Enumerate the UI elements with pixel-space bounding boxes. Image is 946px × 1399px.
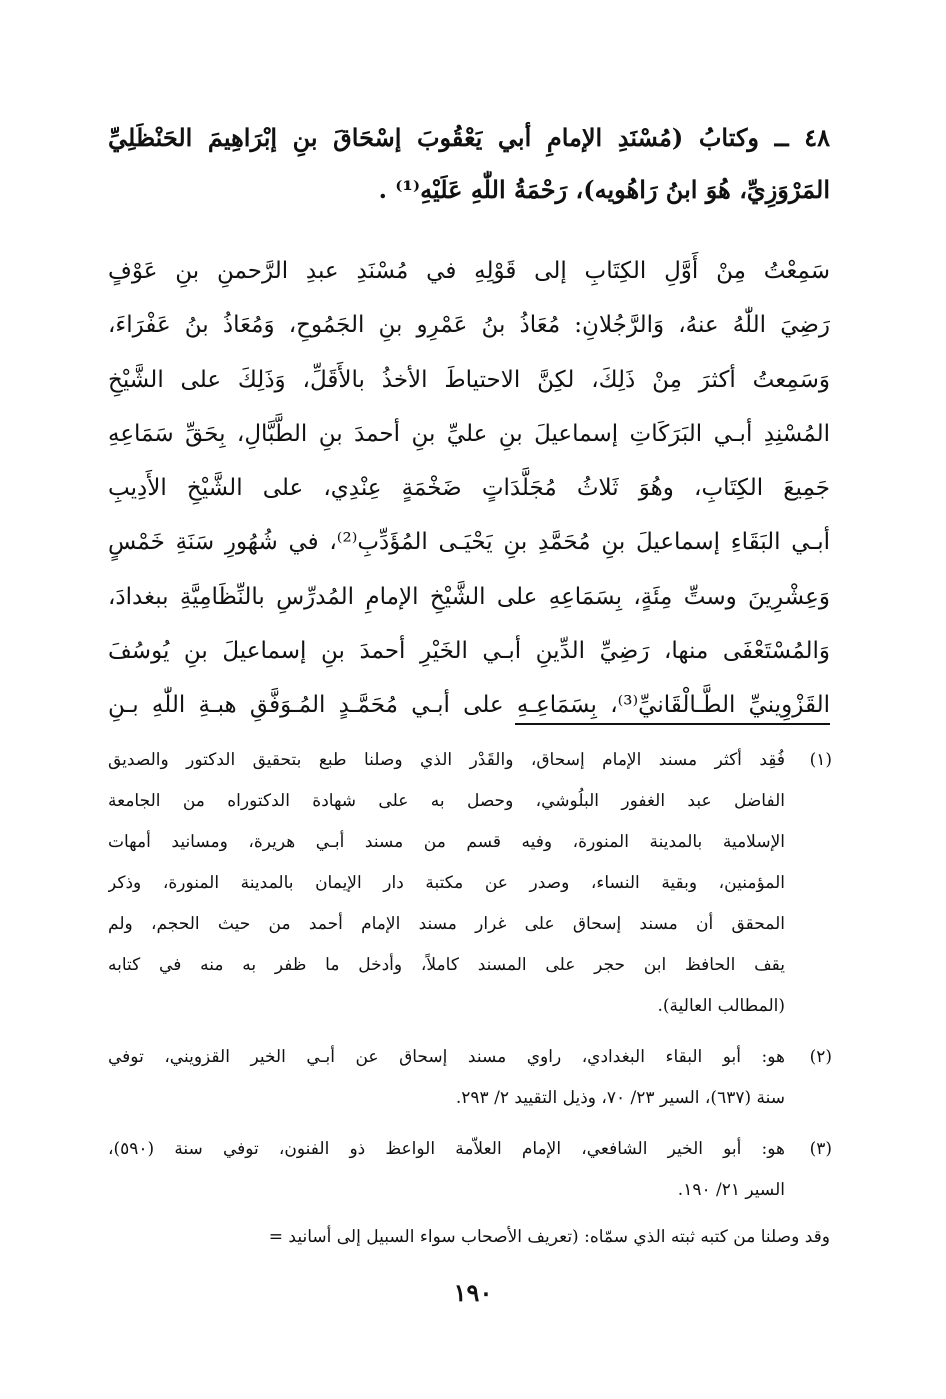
footnote-marker: (١): [809, 750, 832, 770]
footnote-line: المحقق أن مسند إسحاق على غرار مسند الإمام أحمد من حيث الحجم، ولم: [108, 914, 785, 934]
footnote-marker: (٣): [809, 1139, 832, 1159]
body-text: [108, 244, 830, 733]
body-line: وَعِشْرِينَ وستِّ مِئَةٍ، بِسَمَاعِهِ على الشَّيْخِ الإمامِ المُدرِّسِ بالنِّظَامِيَّةِ ببغدادَ،: [108, 583, 830, 610]
footnote-line: هو: أبو البقاء البغدادي، راوي مسند إسحاق عن أبـي الخير القزويني، توفي: [108, 1047, 785, 1067]
heading-line: المَرْوَزِيِّ، هُوَ ابنُ رَاهُويه)، رَحْمَةُ اللّٰهِ عَلَيْهِ⁽¹⁾ .: [378, 175, 830, 204]
footnote-line: سنة (٦٣٧)، السير ٢٣/ ٧٠، وذيل التقييد ٢/ ٢٩٣.: [455, 1088, 785, 1108]
body-line: أبـي البَقَاءِ إسماعيلَ بنِ مُحَمَّدِ بنِ يَحْيَـى المُؤَدِّبِ⁽²⁾، في شُهُورِ سَنَةِ خَمْسٍ: [108, 529, 830, 556]
body-line: جَمِيعَ الكِتَابِ، وهُوَ ثَلاثُ مُجَلَّدَاتٍ ضَخْمَةٍ عِنْدِي، على الشَّيْخِ الأَدِيبِ: [108, 475, 830, 502]
body-line: المُسْنِدِ أبـي البَرَكَاتِ إسماعيلَ بنِ عليِّ بنِ أحمدَ بنِ الطَّبَّالِ، بِحَقِّ سَمَاعِهِ: [108, 420, 830, 447]
body-line: وَالمُسْتَعْفَى منها، رَضِيِّ الدِّينِ أبـي الخَيْرِ أحمدَ بنِ إسماعيلَ بنِ يُوسُفَ: [108, 638, 830, 665]
continuation-line: وقد وصلنا من كتبه ثبته الذي سمّاه: (تعريف الأصحاب سواء السبيل إلى أسانيد =: [268, 1227, 830, 1247]
body-line: وَسَمِعتُ أكثرَ مِنْ ذَلِكَ، لكِنَّ الاحتياطَ الأخذُ بالأَقَلِّ، وَذَلِكَ على الشَّيْخِ: [108, 366, 830, 393]
footnote-line: (المطالب العالية).: [657, 996, 785, 1016]
footnote-line: السير ٢١/ ١٩٠.: [677, 1180, 785, 1200]
footnote-1: [108, 740, 830, 1027]
footnote-line: يقف الحافظ ابن حجر على المسند كاملاً، وأدخل ما ظفر به منه في كتابه: [108, 955, 785, 975]
footnote-2: [108, 1037, 830, 1119]
page-number: ١٩٠: [453, 1278, 493, 1307]
footnotes: [108, 740, 830, 1258]
footnote-line: فُقِد أكثر مسند الإمام إسحاق، والقَدْر الذي وصلنا طبع بتحقيق الدكتور والصديق: [108, 750, 785, 770]
body-line: رَضِيَ اللّٰهُ عنهُ، وَالرَّجُلانِ: مُعَاذُ بنُ عَمْرِو بنِ الجَمُوحِ، وَمُعَاذُ بنُ عَفْرَاءَ،: [108, 312, 830, 339]
footnote-line: الفاضل عبد الغفور البلُوشي، وحصل به على شهادة الدكتوراه من الجامعة: [108, 791, 785, 811]
footnote-line: المؤمنين، وبقية النساء، وصدر عن مكتبة دار الإيمان بالمدينة المنورة، وذكر: [108, 873, 785, 893]
footnote-3: [108, 1129, 830, 1211]
body-line: القَزْوِينيِّ الطَّـالْقَانيِّ⁽³⁾، بِسَمَاعِـهِ على أبـي مُحَمَّـدٍ المُـوَفَّقِ هبـةِ اللّٰهِ بـنِ: [108, 692, 830, 719]
entry-heading: [108, 112, 830, 216]
footnote-continuation: [108, 1217, 830, 1258]
heading-line: ٤٨ ــ وكتابُ (مُسْنَدِ الإمامِ أبي يَعْقُوبَ إسْحَاقَ بنِ إبْرَاهِيمَ الحَنْظَلِيِّ: [108, 123, 830, 152]
body-line: سَمِعْتُ مِنْ أَوَّلِ الكِتَابِ إلى قَوْلِهِ في مُسْنَدِ عبدِ الرَّحمنِ بنِ عَوْفٍ: [108, 258, 830, 284]
footnote-separator: [515, 723, 830, 725]
footnote-marker: (٢): [809, 1047, 832, 1067]
footnote-line: الإسلامية بالمدينة المنورة، وفيه قسم من مسند أبـي هريرة، ومسانيد أمهات: [108, 832, 785, 852]
footnote-line: هو: أبو الخير الشافعي، الإمام العلاّمة الواعظ ذو الفنون، توفي سنة (٥٩٠)،: [108, 1139, 785, 1159]
